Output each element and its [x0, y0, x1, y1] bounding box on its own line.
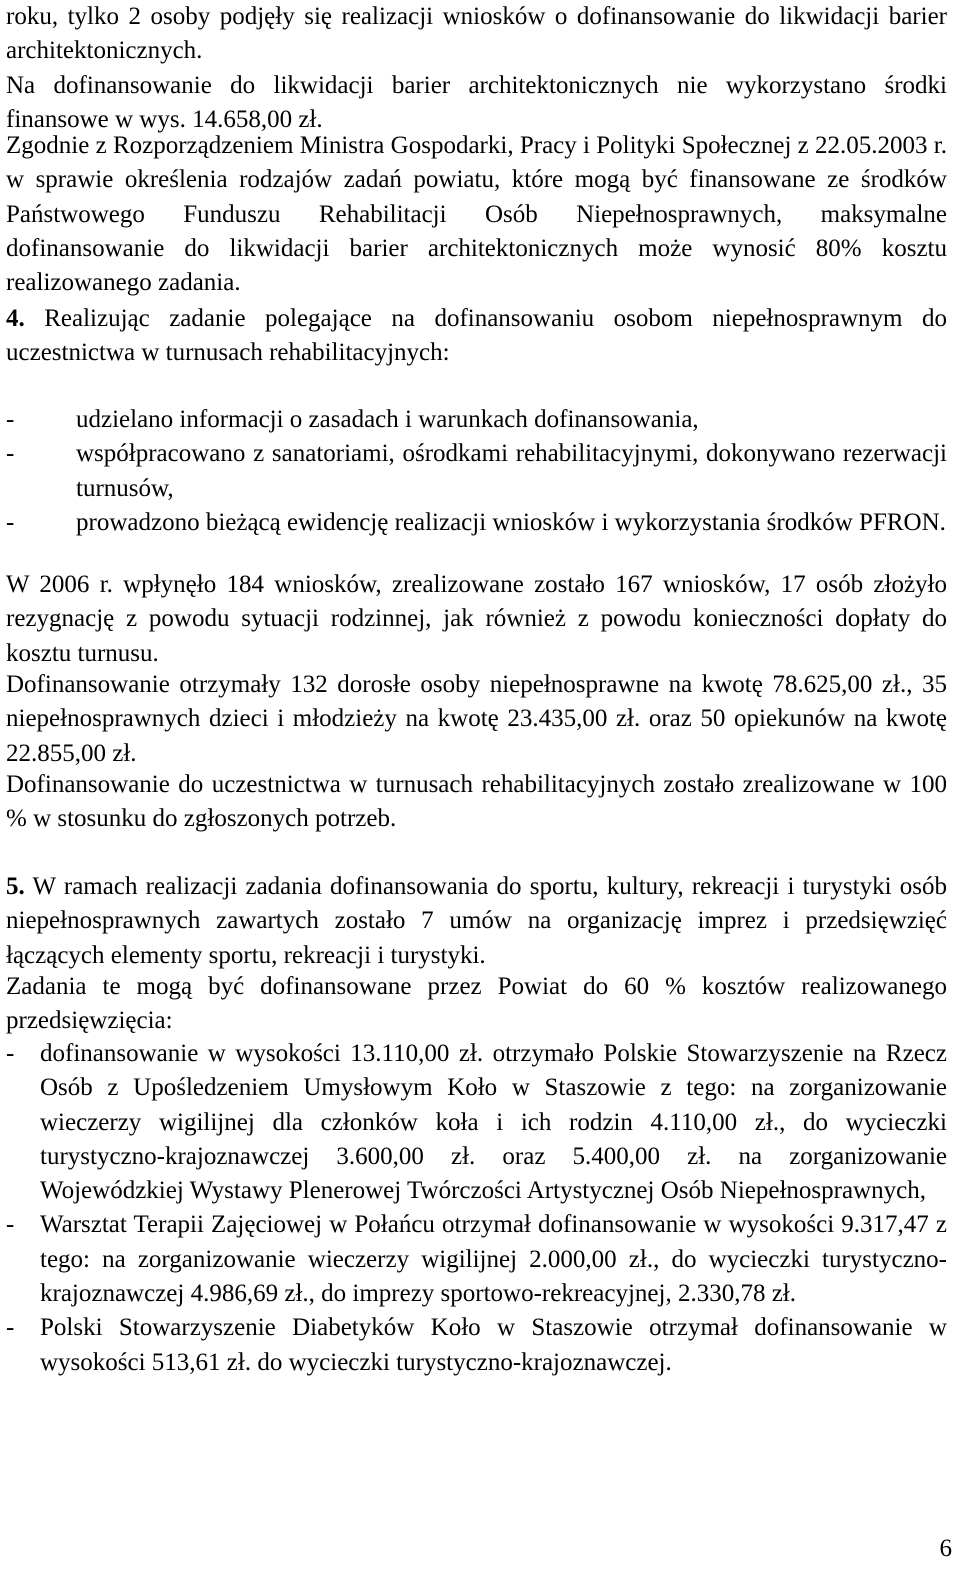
bullet-dash: - [6, 508, 15, 536]
intro-paragraph-1: roku, tylko 2 osoby podjęły się realizacji wniosków o dofinansowanie do likwidacji barier architektonicznych. [6, 3, 947, 65]
section-5-list [6, 1037, 947, 1380]
list-item: - prowadzono bieżącą ewidencję realizacji wniosków i wykorzystania środków PFRON. [6, 506, 947, 540]
section-5-intro [6, 870, 947, 973]
list-item: - dofinansowanie w wysokości 13.110,00 zł. otrzymało Polskie Stowarzyszenie na Rzecz Osób z Upośledzeniem Umysłowym Koło w Staszowie z tego: na zorganizowanie wieczerzy wigilijnej dla członków koła i ich rodzin 4.110,00 zł., do wycieczki turystyczno-krajoznawczej 3.600,00 zł. oraz 5.400,00 zł. na zorganizowanie Wojewódzkiej Wystawy Plenerowej Twórczości Artystycznej Osób Niepełnosprawnych, [6, 1037, 947, 1208]
bullet-dash: - [6, 406, 15, 433]
bullet-dash: - [6, 440, 15, 468]
section-4-number: 4. [6, 305, 25, 332]
intro-paragraph-3: Zgodnie z Rozporządzeniem Ministra Gospodarki, Pracy i Polityki Społecznej z 22.05.2003 r. w sprawie określenia rodzajów zadań powiatu, które mogą być finansowane ze środków Państwowego Funduszu Rehabilitacji Osób Niepełnosprawnych, maksymalne dofinansowanie do likwidacji barier architektonicznych może wynosić 80% kosztu realizowanego zadania. [6, 132, 947, 297]
page-number: 6 [939, 1535, 952, 1562]
bullet-dash: - [6, 1040, 15, 1067]
list-item: - udzielano informacji o zasadach i warunkach dofinansowania, [6, 403, 947, 437]
section-4-paragraph-2: W 2006 r. wpłynęło 184 wniosków, zrealizowane zostało 167 wniosków, 17 osób złożyło rezygnację z powodu sytuacji rodzinnej, jak również z powodu konieczności dopłaty do kosztu turnusu. [6, 571, 947, 667]
section-4-intro [6, 302, 947, 371]
section-4-paragraph-4: Dofinansowanie do uczestnictwa w turnusach rehabilitacyjnych zostało zrealizowane w 100 % w stosunku do zgłoszonych potrzeb. [6, 771, 947, 833]
bullet-dash: - [6, 1314, 15, 1342]
section-5-paragraph-2: Zadania te mogą być dofinansowane przez Powiat do 60 % kosztów realizowanego przedsięwzięcia: [6, 973, 947, 1035]
list-item: - Polski Stowarzyszenie Diabetyków Koło w Staszowie otrzymał dofinansowanie w wysokości 513,61 zł. do wycieczki turystyczno-krajoznawczej. [6, 1311, 947, 1380]
section-4-list [6, 403, 947, 540]
intro-paragraph-2: Na dofinansowanie do likwidacji barier architektonicznych nie wykorzystano środki finansowe w wys. 14.658,00 zł. [6, 72, 947, 134]
section-5-number: 5. [6, 873, 25, 900]
list-item: - Warsztat Terapii Zajęciowej w Połańcu otrzymał dofinansowanie w wysokości 9.317,47 z tego: na zorganizowanie wieczerzy wigilijnej 2.000,00 zł., do wycieczki turystyczno-krajoznawczej 4.986,69 zł., do imprezy sportowo-rekreacyjnej, 2.330,78 zł. [6, 1208, 947, 1311]
section-5-text: W ramach realizacji zadania dofinansowania do sportu, kultury, rekreacji i turystyki osób niepełnosprawnych zawartych zostało 7 umów na organizację imprez i przedsięwzięć łączących elementy sportu, rekreacji i turystyki. [6, 873, 947, 969]
section-4-text: Realizując zadanie polegające na dofinansowaniu osobom niepełnosprawnym do uczestnictwa w turnusach rehabilitacyjnych: [6, 305, 947, 367]
list-item: - współpracowano z sanatoriami, ośrodkami rehabilitacyjnymi, dokonywano rezerwacji turnusów, [6, 437, 947, 506]
bullet-dash: - [6, 1211, 15, 1239]
section-4-paragraph-3: Dofinansowanie otrzymały 132 dorosłe osoby niepełnosprawne na kwotę 78.625,00 zł., 35 niepełnosprawnych dzieci i młodzieży na kwotę 23.435,00 zł. oraz 50 opiekunów na kwotę 22.855,00 zł. [6, 671, 947, 767]
